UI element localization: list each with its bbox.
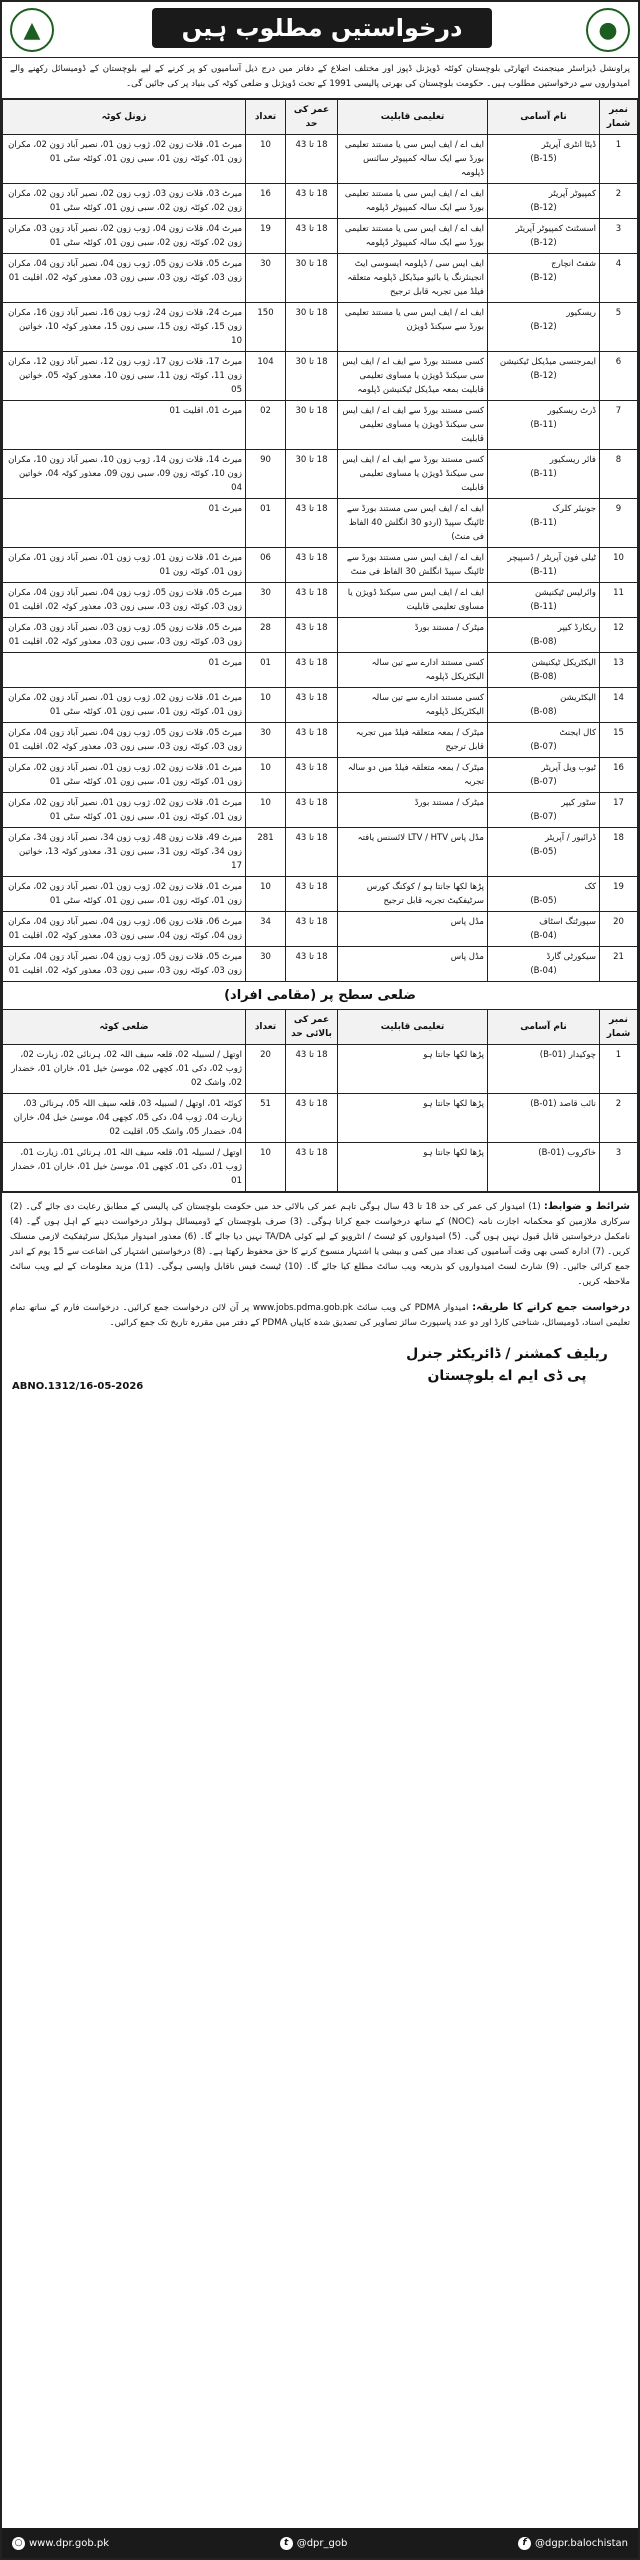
terms-title: شرائط و ضوابط: <box>543 1201 631 1212</box>
row-post <box>488 877 600 912</box>
row-post <box>488 303 600 352</box>
row-qualification: ایف اے / ایف ایس سی مستند بورڈ سے ٹائپنگ سپیڈ (اردو 30 انگلش 40 الفاظ فی منٹ) <box>338 499 488 548</box>
row-quota: اوتھل / لسبیلہ 01، قلعہ سیف اللہ 01، ہرنائی 01، زیارت 01، ژوب 01، دکی 01، کچھی 01، موسیٰ خیل 01، خاران 01، خضدار 01 <box>3 1143 246 1192</box>
row-qualification: کسی مستند ادارے سے تین سالہ الیکٹریکل ڈپلومہ <box>338 653 488 688</box>
row-quota: میرٹ 01 <box>3 499 246 548</box>
row-quota: میرٹ 01 <box>3 653 246 688</box>
row-count: 104 <box>246 352 286 401</box>
row-qualification: پڑھا لکھا جانتا ہو <box>338 1045 488 1094</box>
row-count: 10 <box>246 1143 286 1192</box>
row-count: 06 <box>246 548 286 583</box>
row-count: 90 <box>246 450 286 499</box>
table-row <box>3 219 638 254</box>
row-post <box>488 793 600 828</box>
post-name: کال ایجنٹ <box>559 728 596 738</box>
globe-icon: ○ <box>12 2537 25 2550</box>
post-scale: (B-12) <box>530 322 557 332</box>
row-age: 18 تا 43 <box>286 723 338 758</box>
signatory-office: پی ڈی ایم اے بلوچستان <box>427 1368 587 1384</box>
post-name: فائر ریسکیور <box>549 455 596 465</box>
row-post <box>488 912 600 947</box>
row-count: 30 <box>246 254 286 303</box>
terms-text: (1) امیدوار کی عمر کی حد 18 تا 43 سال ہوگی تاہم عمر کی بالائی حد میں حکومت بلوچستان کی پالیسی کے مطابق رعایت دی جائے گی۔ (2) سرکاری ملازمین کو محکمانہ اجازت نامہ (NOC) کے ساتھ درخواست جمع کرانا ہوگی۔ (3) صرف بلوچستان کے ڈومیسائل ہولڈر درخواست دینے کے اہل ہوں گے۔ (4) نامکمل درخواستیں قابل قبول نہیں ہوں گی۔ (5) امیدواروں کو ٹیسٹ / انٹرویو کے لیے کوئی TA/DA نہیں دیا جائے گا۔ (6) معذور امیدوار میڈیکل سرٹیفکیٹ لازمی منسلک کریں۔ (7) ادارہ کسی بھی وقت آسامیوں کی تعداد میں کمی و بیشی یا اشتہار منسوخ کرنے کا حق محفوظ رکھتا ہے۔ (8) درخواستیں اشتہار کی اشاعت سے 15 یوم کے اندر جمع کرائی جائیں۔ (9) شارٹ لسٹ امیدواروں کو بذریعہ ویب سائٹ مطلع کیا جائے گا۔ (10) ٹیسٹ فیس ناقابل واپسی ہوگی۔ (11) مزید معلومات کے لیے ویب سائٹ ملاحظہ کریں۔ <box>10 1202 631 1287</box>
row-age: 18 تا 43 <box>286 618 338 653</box>
footer-bar <box>2 2528 638 2558</box>
row-quota: میرٹ 05، قلات زون 05، ژوب زون 04، نصیر آباد زون 04، مکران زون 03، کوئٹہ زون 03، سبی زون 03، معذور کوٹہ 02، اقلیت 01 <box>3 947 246 982</box>
signatory <box>392 1343 622 1387</box>
post-scale: (B-12) <box>530 203 557 213</box>
table-row <box>3 618 638 653</box>
table-row <box>3 1045 638 1094</box>
row-qualification: مڈل پاس <box>338 912 488 947</box>
row-post <box>488 499 600 548</box>
footer-facebook[interactable] <box>518 2537 628 2550</box>
post-name: ریکارڈ کیپر <box>557 623 596 633</box>
col-qualification: تعلیمی قابلیت <box>338 100 488 135</box>
row-count: 10 <box>246 688 286 723</box>
post-name: ڈیٹا انٹری آپریٹر <box>541 140 596 150</box>
row-age: 18 تا 43 <box>286 1143 338 1192</box>
col-qualification: تعلیمی قابلیت <box>338 1010 488 1045</box>
pdma-logo-icon: ▲ <box>10 8 54 52</box>
post-name: الیکٹریشن <box>560 693 596 703</box>
row-post <box>488 828 600 877</box>
row-quota: میرٹ 05، قلات زون 05، ژوب زون 04، نصیر آباد زون 04، مکران زون 03، کوئٹہ زون 03، سبی زون 03، معذور کوٹہ 02، اقلیت 01 <box>3 723 246 758</box>
row-post <box>488 688 600 723</box>
post-scale: (B-15) <box>530 154 557 164</box>
col-age: عمر کی بالائی حد <box>286 1010 338 1045</box>
col-age: عمر کی حد <box>286 100 338 135</box>
row-quota: میرٹ 49، قلات زون 48، ژوب زون 34، نصیر آباد زون 34، مکران زون 34، کوئٹہ زون 31، سبی زون 31، معذور کوٹہ 13، خواتین 17 <box>3 828 246 877</box>
row-no: 12 <box>600 618 638 653</box>
row-age: 18 تا 43 <box>286 947 338 982</box>
post-name: ٹیوب ویل آپریٹر <box>541 763 596 773</box>
row-qualification: پڑھا لکھا جانتا ہو / کوکنگ کورس سرٹیفکیٹ تجربہ قابل ترجیح <box>338 877 488 912</box>
col-post: نام آسامی <box>488 1010 600 1045</box>
row-qualification: ایف اے / ایف ایس سی یا مستند تعلیمی بورڈ سے ایک سالہ کمپیوٹر ڈپلومہ <box>338 219 488 254</box>
row-count: 10 <box>246 758 286 793</box>
post-scale: (B-12) <box>530 273 557 283</box>
row-count: 28 <box>246 618 286 653</box>
post-scale: (B-07) <box>530 777 557 787</box>
row-post: چوکیدار (B-01) <box>488 1045 600 1094</box>
row-quota: میرٹ 14، قلات زون 14، ژوب زون 10، نصیر آباد زون 10، مکران زون 10، کوئٹہ زون 09، سبی زون 09، معذور کوٹہ 04، خواتین 04 <box>3 450 246 499</box>
post-name: ڈرٹ ریسکیور <box>547 406 596 416</box>
post-name: ڈرائیور / آپریٹر <box>545 833 596 843</box>
footer-twitter-text: @dpr_gob <box>296 2537 348 2549</box>
row-qualification: پڑھا لکھا جانتا ہو <box>338 1094 488 1143</box>
row-quota: میرٹ 01، قلات زون 02، ژوب زون 01، نصیر آباد زون 02، مکران زون 01، کوئٹہ زون 01، سبی زون 01، کوئٹہ سٹی 01 <box>3 877 246 912</box>
post-scale: (B-11) <box>530 567 557 577</box>
row-post <box>488 548 600 583</box>
table-row <box>3 583 638 618</box>
table-row <box>3 828 638 877</box>
row-qualification: کسی مستند بورڈ سے ایف اے / ایف ایس سی سیکنڈ ڈویژن یا مساوی تعلیمی قابلیت بمعہ میڈیکل ٹیکنیشن ڈپلومہ <box>338 352 488 401</box>
row-age: 18 تا 43 <box>286 135 338 184</box>
row-no: 14 <box>600 688 638 723</box>
post-scale: (B-08) <box>530 707 557 717</box>
row-post <box>488 135 600 184</box>
row-count: 30 <box>246 583 286 618</box>
row-quota: میرٹ 04، قلات زون 04، ژوب زون 02، نصیر آباد زون 03، مکران زون 02، کوئٹہ زون 02، سبی زون 01، کوئٹہ سٹی 01 <box>3 219 246 254</box>
post-name: سپورٹنگ اسٹاف <box>539 917 596 927</box>
table-row <box>3 653 638 688</box>
col-count: تعداد <box>246 100 286 135</box>
row-quota: میرٹ 01، قلات زون 02، ژوب زون 01، نصیر آباد زون 02، مکران زون 01، کوئٹہ زون 01، سبی زون 01، کوئٹہ سٹی 01 <box>3 793 246 828</box>
row-no: 20 <box>600 912 638 947</box>
table-row <box>3 450 638 499</box>
row-quota: میرٹ 05، قلات زون 05، ژوب زون 03، نصیر آباد زون 03، مکران زون 03، کوئٹہ زون 03، سبی زون 03، معذور کوٹہ 02، اقلیت 01 <box>3 618 246 653</box>
row-count: 30 <box>246 947 286 982</box>
row-age: 18 تا 30 <box>286 254 338 303</box>
post-scale: (B-12) <box>530 238 557 248</box>
row-qualification: کسی مستند ادارے سے تین سالہ الیکٹریکل ڈپلومہ <box>338 688 488 723</box>
footer-web-text: www.dpr.gob.pk <box>29 2537 109 2549</box>
row-qualification: کسی مستند بورڈ سے ایف اے / ایف ایس سی سیکنڈ ڈویژن یا مساوی تعلیمی قابلیت <box>338 450 488 499</box>
post-scale: (B-12) <box>530 371 557 381</box>
row-post <box>488 254 600 303</box>
row-age: 18 تا 43 <box>286 1045 338 1094</box>
row-qualification: کسی مستند بورڈ سے ایف اے / ایف ایس سی سیکنڈ ڈویژن یا مساوی تعلیمی قابلیت <box>338 401 488 450</box>
row-qualification: ایف اے / ایف ایس سی یا مستند تعلیمی بورڈ سے ایک سالہ کمپیوٹر ڈپلومہ <box>338 184 488 219</box>
row-quota: میرٹ 17، قلات زون 17، ژوب زون 12، نصیر آباد زون 12، مکران زون 11، کوئٹہ زون 11، سبی زون 10، معذور کوٹہ 05، خواتین 05 <box>3 352 246 401</box>
row-no: 8 <box>600 450 638 499</box>
row-age: 18 تا 43 <box>286 828 338 877</box>
row-post <box>488 653 600 688</box>
row-qualification: میٹرک / مستند بورڈ <box>338 793 488 828</box>
table-row <box>3 254 638 303</box>
row-no: 5 <box>600 303 638 352</box>
post-scale: (B-11) <box>530 420 557 430</box>
row-count: 10 <box>246 877 286 912</box>
post-scale: (B-07) <box>530 812 557 822</box>
col-post: نام آسامی <box>488 100 600 135</box>
table-row <box>3 548 638 583</box>
row-post <box>488 184 600 219</box>
post-name: الیکٹریکل ٹیکنیشن <box>531 658 596 668</box>
post-name: وائرلیس ٹیکنیشن <box>534 588 596 598</box>
row-quota: میرٹ 24، قلات زون 24، ژوب زون 16، نصیر آباد زون 16، مکران زون 15، کوئٹہ زون 15، سبی زون 15، معذور کوٹہ 10، خواتین 10 <box>3 303 246 352</box>
table-row <box>3 303 638 352</box>
post-scale: (B-11) <box>530 518 557 528</box>
row-no: 3 <box>600 1143 638 1192</box>
row-post <box>488 758 600 793</box>
row-count: 10 <box>246 793 286 828</box>
row-age: 18 تا 43 <box>286 548 338 583</box>
signatory-title: ریلیف کمشنر / ڈائریکٹر جنرل <box>406 1346 608 1362</box>
table-row <box>3 793 638 828</box>
row-no: 19 <box>600 877 638 912</box>
ad-title: درخواستیں مطلوب ہیں <box>152 8 492 48</box>
ad-header <box>2 2 638 58</box>
table-row <box>3 723 638 758</box>
row-no: 11 <box>600 583 638 618</box>
row-age: 18 تا 43 <box>286 184 338 219</box>
footer-twitter[interactable] <box>280 2537 348 2550</box>
row-post <box>488 219 600 254</box>
row-qualification: مڈل پاس <box>338 947 488 982</box>
row-age: 18 تا 30 <box>286 401 338 450</box>
row-qualification: میٹرک / مستند بورڈ <box>338 618 488 653</box>
post-scale: (B-08) <box>530 672 557 682</box>
row-no: 4 <box>600 254 638 303</box>
row-quota: میرٹ 01، قلات زون 01، ژوب زون 01، نصیر آباد زون 01، مکران زون 01، کوئٹہ زون 01 <box>3 548 246 583</box>
post-name: اسسٹنٹ کمپیوٹر آپریٹر <box>515 224 596 234</box>
row-age: 18 تا 43 <box>286 499 338 548</box>
row-no: 7 <box>600 401 638 450</box>
post-name: سیکورٹی گارڈ <box>546 952 596 962</box>
col-no: نمبر شمار <box>600 100 638 135</box>
row-qualification: ایف اے / ایف ایس سی سیکنڈ ڈویژن یا مساوی تعلیمی قابلیت <box>338 583 488 618</box>
footer-web[interactable] <box>12 2537 109 2550</box>
table-header-row <box>3 100 638 135</box>
how-to-apply-title: درخواست جمع کرانے کا طریقہ: <box>472 1302 631 1313</box>
row-no: 1 <box>600 1045 638 1094</box>
row-count: 10 <box>246 135 286 184</box>
post-scale: (B-11) <box>530 602 557 612</box>
row-age: 18 تا 43 <box>286 1094 338 1143</box>
terms-section <box>2 1192 638 1296</box>
row-age: 18 تا 43 <box>286 912 338 947</box>
post-name: جونیئر کلرک <box>552 504 596 514</box>
row-qualification: میٹرک / بمعہ متعلقہ فیلڈ میں تجربہ قابل ترجیح <box>338 723 488 758</box>
row-count: 01 <box>246 499 286 548</box>
row-count: 150 <box>246 303 286 352</box>
row-no: 6 <box>600 352 638 401</box>
abno-number: ABNO.1312/16-05-2026 <box>12 1381 144 1392</box>
row-age: 18 تا 30 <box>286 352 338 401</box>
post-scale: (B-08) <box>530 637 557 647</box>
row-quota: اوتھل / لسبیلہ 02، قلعہ سیف اللہ 02، ہرنائی 02، زیارت 02، ژوب 02، دکی 01، کچھی 02، موسیٰ خیل 01، خاران 01، خضدار 02، واشک 02 <box>3 1045 246 1094</box>
signature-block <box>2 1337 638 1403</box>
row-qualification: پڑھا لکھا جانتا ہو <box>338 1143 488 1192</box>
col-quota: ضلعی کوٹہ <box>3 1010 246 1045</box>
how-to-apply-section <box>2 1296 638 1337</box>
row-qualification: ایف اے / ایف ایس سی یا مستند تعلیمی بورڈ سے ایک سالہ کمپیوٹر سائنس ڈپلومہ <box>338 135 488 184</box>
row-quota: میرٹ 06، قلات زون 06، ژوب زون 04، نصیر آباد زون 04، مکران زون 04، کوئٹہ زون 04، سبی زون 03، معذور کوٹہ 02، اقلیت 01 <box>3 912 246 947</box>
post-name: کک <box>584 882 596 892</box>
row-age: 18 تا 43 <box>286 583 338 618</box>
row-quota: میرٹ 01، قلات زون 02، ژوب زون 01، نصیر آباد زون 02، مکران زون 01، کوئٹہ زون 01، سبی زون 01، کوئٹہ سٹی 01 <box>3 758 246 793</box>
table-header-row <box>3 1010 638 1045</box>
row-no: 16 <box>600 758 638 793</box>
district-table <box>2 1009 638 1192</box>
row-no: 17 <box>600 793 638 828</box>
table-row <box>3 877 638 912</box>
table-row <box>3 912 638 947</box>
row-qualification: مڈل پاس LTV / HTV لائسنس یافتہ <box>338 828 488 877</box>
table-row <box>3 499 638 548</box>
table-row <box>3 1143 638 1192</box>
row-count: 30 <box>246 723 286 758</box>
row-qualification: میٹرک / بمعہ متعلقہ فیلڈ میں دو سالہ تجربہ <box>338 758 488 793</box>
post-name: ٹیلی فون آپریٹر / ڈسپیچر <box>507 553 596 563</box>
intro-paragraph: پراونشل ڈیزاسٹر مینجمنٹ اتھارٹی بلوچستان کوئٹہ ڈویژنل ڈپوز اور مختلف اضلاع کے دفاتر میں درج ذیل آسامیوں کو پر کرنے کے لیے بلوچستان کے ڈومیسائل رکھنے والے امیدواروں سے درخواستیں مطلوب ہیں۔ حکومت بلوچستان کی بھرتی پالیسی 1991 کے تحت ڈویژنل و ضلعی کوٹہ کی بنیاد پر کی جائیں گی۔ <box>2 58 638 99</box>
table-row <box>3 688 638 723</box>
row-count: 34 <box>246 912 286 947</box>
row-quota: میرٹ 03، قلات زون 03، ژوب زون 02، نصیر آباد زون 02، مکران زون 02، کوئٹہ زون 02، سبی زون 01، کوئٹہ سٹی 01 <box>3 184 246 219</box>
row-count: 281 <box>246 828 286 877</box>
posts-table <box>2 99 638 982</box>
row-post: خاکروب (B-01) <box>488 1143 600 1192</box>
post-name: شفٹ انچارج <box>551 259 596 269</box>
row-no: 15 <box>600 723 638 758</box>
post-name: ریسکیور <box>566 308 596 318</box>
footer-facebook-text: @dgpr.balochistan <box>535 2537 628 2549</box>
row-post <box>488 583 600 618</box>
post-scale: (B-07) <box>530 742 557 752</box>
row-no: 2 <box>600 1094 638 1143</box>
row-age: 18 تا 43 <box>286 877 338 912</box>
post-name: ایمرجنسی میڈیکل ٹیکنیشن <box>499 357 596 367</box>
post-scale: (B-05) <box>530 896 557 906</box>
row-no: 2 <box>600 184 638 219</box>
row-post <box>488 723 600 758</box>
row-count: 02 <box>246 401 286 450</box>
how-to-apply-text: امیدوار PDMA کی ویب سائٹ www.jobs.pdma.gob.pk پر آن لائن درخواست جمع کرائیں۔ درخواست فارم کے ساتھ تمام تعلیمی اسناد، ڈومیسائل، شناختی کارڈ اور دو عدد پاسپورٹ سائز تصاویر کی تصدیق شدہ کاپیاں PDMA کے دفتر میں مقررہ تاریخ تک جمع کرائیں۔ <box>10 1303 630 1328</box>
row-qualification: ایف ایس سی / ڈپلومہ ایسوسی ایٹ انجینئرنگ یا بائیو میڈیکل ڈپلومہ متعلقہ فیلڈ میں تجربہ قابل ترجیح <box>338 254 488 303</box>
post-scale: (B-04) <box>530 931 557 941</box>
row-count: 16 <box>246 184 286 219</box>
row-no: 13 <box>600 653 638 688</box>
row-quota: میرٹ 01، قلات زون 02، ژوب زون 01، نصیر آباد زون 02، مکران زون 01، کوئٹہ زون 01، سبی زون 01، کوئٹہ سٹی 01 <box>3 688 246 723</box>
post-name: کمپیوٹر آپریٹر <box>548 189 596 199</box>
row-qualification: ایف اے / ایف ایس سی یا مستند تعلیمی بورڈ سے سیکنڈ ڈویژن <box>338 303 488 352</box>
row-age: 18 تا 43 <box>286 793 338 828</box>
row-age: 18 تا 30 <box>286 303 338 352</box>
facebook-icon: f <box>518 2537 531 2550</box>
row-count: 19 <box>246 219 286 254</box>
col-no: نمبر شمار <box>600 1010 638 1045</box>
col-quota: زونل کوٹہ <box>3 100 246 135</box>
row-no: 10 <box>600 548 638 583</box>
district-title: ضلعی سطح پر (مقامی افراد) <box>2 982 638 1009</box>
row-quota: میرٹ 01، قلات زون 02، ژوب زون 01، نصیر آباد زون 02، مکران زون 01، کوئٹہ زون 01، سبی زون 01، کوئٹہ سٹی 01 <box>3 135 246 184</box>
table-row <box>3 758 638 793</box>
row-age: 18 تا 43 <box>286 688 338 723</box>
row-post: نائب قاصد (B-01) <box>488 1094 600 1143</box>
row-no: 21 <box>600 947 638 982</box>
post-name: سٹور کیپر <box>561 798 596 808</box>
col-count: تعداد <box>246 1010 286 1045</box>
row-age: 18 تا 43 <box>286 219 338 254</box>
post-scale: (B-11) <box>530 469 557 479</box>
table-row <box>3 352 638 401</box>
row-age: 18 تا 30 <box>286 450 338 499</box>
row-count: 51 <box>246 1094 286 1143</box>
twitter-icon: t <box>280 2537 293 2550</box>
row-post <box>488 947 600 982</box>
row-quota: میرٹ 01، اقلیت 01 <box>3 401 246 450</box>
row-post <box>488 450 600 499</box>
row-no: 9 <box>600 499 638 548</box>
row-age: 18 تا 43 <box>286 758 338 793</box>
row-quota: میرٹ 05، قلات زون 05، ژوب زون 04، نصیر آباد زون 04، مکران زون 03، کوئٹہ زون 03، سبی زون 03، معذور کوٹہ 02، اقلیت 01 <box>3 583 246 618</box>
row-quota: میرٹ 05، قلات زون 05، ژوب زون 04، نصیر آباد زون 04، مکران زون 03، کوئٹہ زون 03، سبی زون 03، معذور کوٹہ 02، اقلیت 01 <box>3 254 246 303</box>
table-row <box>3 1094 638 1143</box>
row-post <box>488 618 600 653</box>
emblem-icon: ● <box>586 8 630 52</box>
table-row <box>3 401 638 450</box>
row-no: 18 <box>600 828 638 877</box>
row-no: 3 <box>600 219 638 254</box>
table-row <box>3 947 638 982</box>
table-row <box>3 135 638 184</box>
row-post <box>488 401 600 450</box>
row-count: 20 <box>246 1045 286 1094</box>
row-no: 1 <box>600 135 638 184</box>
row-quota: کوئٹہ 01، اوتھل / لسبیلہ 03، قلعہ سیف اللہ 05، ہرنائی 03، زیارت 04، ژوب 04، دکی 05، کچھی 04، موسیٰ خیل 04، خاران 04، خضدار 05، واشک 05، اقلیت 02 <box>3 1094 246 1143</box>
row-qualification: ایف اے / ایف ایس سی مستند بورڈ سے ٹائپنگ سپیڈ انگلش 30 الفاظ فی منٹ <box>338 548 488 583</box>
post-scale: (B-05) <box>530 847 557 857</box>
row-age: 18 تا 43 <box>286 653 338 688</box>
row-count: 01 <box>246 653 286 688</box>
post-scale: (B-04) <box>530 966 557 976</box>
table-row <box>3 184 638 219</box>
row-post <box>488 352 600 401</box>
